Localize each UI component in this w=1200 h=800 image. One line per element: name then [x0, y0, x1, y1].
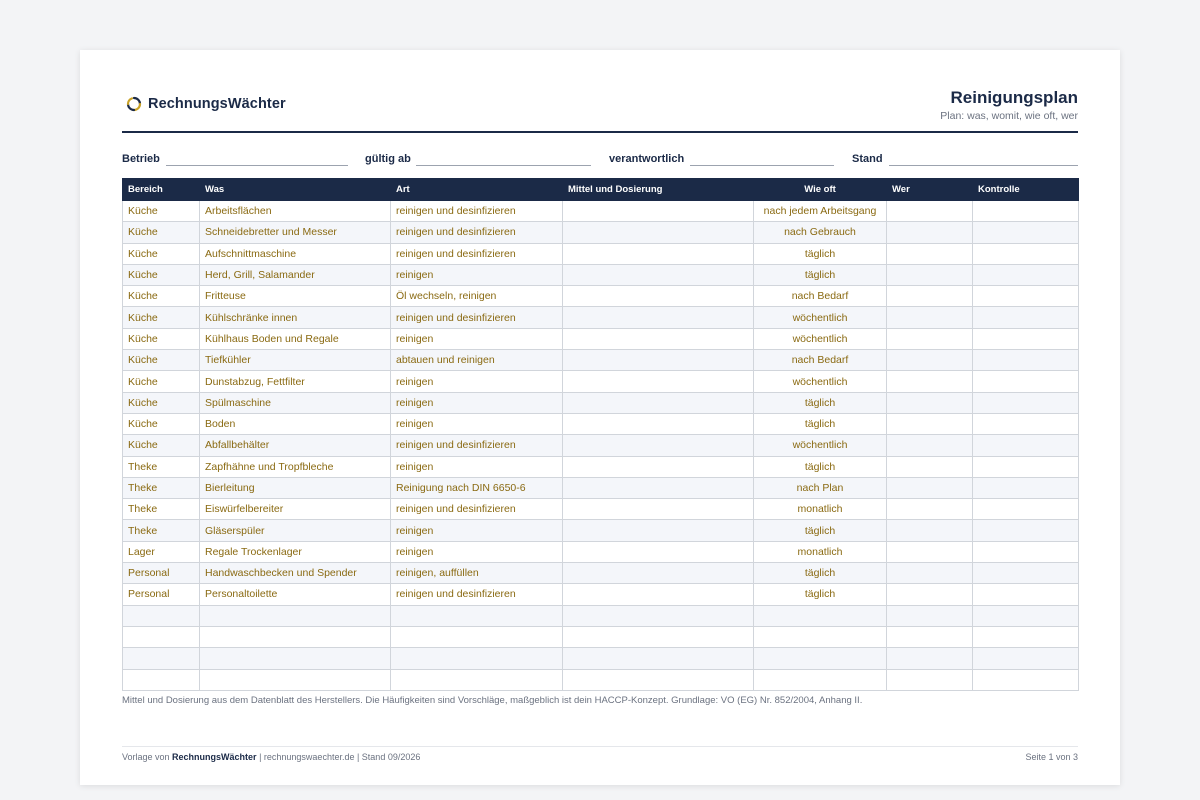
cell-mittel-dosierung[interactable]: [563, 243, 754, 264]
cell-wie-oft: nach Gebrauch: [754, 222, 887, 243]
brand: [126, 96, 286, 112]
cell-wer[interactable]: [887, 307, 973, 328]
table-row: [123, 584, 1079, 605]
document-page: [80, 50, 1120, 785]
cell-wer[interactable]: [887, 499, 973, 520]
page-title: Reinigungsplan: [950, 88, 1078, 107]
cell-bereich: Küche: [123, 307, 200, 328]
cell-bereich: Personal: [123, 563, 200, 584]
cell-bereich: Theke: [123, 456, 200, 477]
header-art: Art: [391, 179, 563, 201]
cell-wer[interactable]: [887, 648, 973, 669]
cell-art: reinigen: [391, 541, 563, 562]
cell-kontrolle[interactable]: [973, 584, 1079, 605]
cell-wie-oft: [754, 626, 887, 647]
cell-wie-oft: wöchentlich: [754, 371, 887, 392]
form-fields: [122, 152, 1078, 168]
gueltig-ab-field[interactable]: [416, 165, 591, 166]
cell-was: Arbeitsflächen: [200, 201, 391, 222]
page-subtitle: Plan: was, womit, wie oft, wer: [940, 110, 1078, 122]
cell-art: reinigen und desinfizieren: [391, 243, 563, 264]
header-wie-oft: Wie oft: [754, 179, 887, 201]
table-row: [123, 392, 1079, 413]
cell-art: abtauen und reinigen: [391, 350, 563, 371]
table-row: [123, 435, 1079, 456]
cell-mittel-dosierung[interactable]: [563, 584, 754, 605]
cell-bereich: Lager: [123, 541, 200, 562]
cell-bereich: Theke: [123, 499, 200, 520]
cell-wer[interactable]: [887, 350, 973, 371]
cell-art: reinigen und desinfizieren: [391, 201, 563, 222]
cell-art: reinigen und desinfizieren: [391, 584, 563, 605]
cell-was: [200, 605, 391, 626]
cell-art: reinigen und desinfizieren: [391, 307, 563, 328]
cell-mittel-dosierung[interactable]: [563, 201, 754, 222]
cell-wer[interactable]: [887, 626, 973, 647]
cell-bereich: [123, 648, 200, 669]
table-row: [123, 328, 1079, 349]
cell-bereich: Küche: [123, 264, 200, 285]
table-body: [123, 201, 1079, 691]
cell-mittel-dosierung[interactable]: [563, 669, 754, 690]
cell-mittel-dosierung[interactable]: [563, 499, 754, 520]
cell-kontrolle[interactable]: [973, 243, 1079, 264]
cell-was: Dunstabzug, Fettfilter: [200, 371, 391, 392]
cell-kontrolle[interactable]: [973, 350, 1079, 371]
cell-was: Herd, Grill, Salamander: [200, 264, 391, 285]
table-row: [123, 413, 1079, 434]
cell-was: Spülmaschine: [200, 392, 391, 413]
cell-mittel-dosierung[interactable]: [563, 307, 754, 328]
cell-wie-oft: monatlich: [754, 541, 887, 562]
cell-art: [391, 669, 563, 690]
cell-kontrolle[interactable]: [973, 392, 1079, 413]
cell-bereich: [123, 605, 200, 626]
cell-wie-oft: nach Bedarf: [754, 350, 887, 371]
cell-art: reinigen: [391, 392, 563, 413]
cell-wie-oft: täglich: [754, 563, 887, 584]
cell-kontrolle[interactable]: [973, 201, 1079, 222]
cell-was: Abfallbehälter: [200, 435, 391, 456]
cell-kontrolle[interactable]: [973, 413, 1079, 434]
footer-brand: RechnungsWächter: [172, 752, 257, 762]
cell-wie-oft: wöchentlich: [754, 307, 887, 328]
cell-wie-oft: täglich: [754, 264, 887, 285]
document-header: [940, 88, 1078, 123]
cell-was: Tiefkühler: [200, 350, 391, 371]
cell-wer[interactable]: [887, 435, 973, 456]
table-row: [123, 307, 1079, 328]
cell-wer[interactable]: [887, 605, 973, 626]
cell-wer[interactable]: [887, 264, 973, 285]
header-was: Was: [200, 179, 391, 201]
cell-mittel-dosierung[interactable]: [563, 435, 754, 456]
cell-kontrolle[interactable]: [973, 520, 1079, 541]
cell-art: reinigen: [391, 371, 563, 392]
header-kontrolle: Kontrolle: [973, 179, 1079, 201]
table-row: [123, 605, 1079, 626]
verantwortlich-label: verantwortlich: [609, 153, 685, 165]
cell-art: reinigen: [391, 520, 563, 541]
cell-wer[interactable]: [887, 477, 973, 498]
cell-wer[interactable]: [887, 201, 973, 222]
table-row: [123, 264, 1079, 285]
cell-wer[interactable]: [887, 563, 973, 584]
cell-wer[interactable]: [887, 286, 973, 307]
cell-wie-oft: nach Plan: [754, 477, 887, 498]
cell-kontrolle[interactable]: [973, 541, 1079, 562]
cell-wie-oft: wöchentlich: [754, 435, 887, 456]
cell-wie-oft: [754, 669, 887, 690]
brand-name: RechnungsWächter: [148, 96, 286, 112]
cell-wie-oft: täglich: [754, 413, 887, 434]
cell-bereich: Küche: [123, 243, 200, 264]
cell-bereich: Küche: [123, 328, 200, 349]
cell-wie-oft: täglich: [754, 520, 887, 541]
cell-mittel-dosierung[interactable]: [563, 264, 754, 285]
table-row: [123, 499, 1079, 520]
cell-bereich: Küche: [123, 392, 200, 413]
cell-wie-oft: nach Bedarf: [754, 286, 887, 307]
cell-wer[interactable]: [887, 541, 973, 562]
table-row: [123, 286, 1079, 307]
table-header-row: [123, 179, 1079, 201]
cell-bereich: Küche: [123, 371, 200, 392]
cell-kontrolle[interactable]: [973, 371, 1079, 392]
cell-bereich: Küche: [123, 222, 200, 243]
cell-mittel-dosierung[interactable]: [563, 541, 754, 562]
cell-was: Schneidebretter und Messer: [200, 222, 391, 243]
swirl-logo-icon: [126, 96, 142, 112]
cell-art: [391, 648, 563, 669]
cleaning-plan-table: [122, 178, 1079, 691]
cell-mittel-dosierung[interactable]: [563, 392, 754, 413]
cell-was: Aufschnittmaschine: [200, 243, 391, 264]
cell-mittel-dosierung[interactable]: [563, 222, 754, 243]
cell-art: reinigen und desinfizieren: [391, 499, 563, 520]
cell-wer[interactable]: [887, 584, 973, 605]
cell-mittel-dosierung[interactable]: [563, 626, 754, 647]
page-number: Seite 1 von 3: [1025, 752, 1078, 762]
table-row: [123, 563, 1079, 584]
cell-kontrolle[interactable]: [973, 626, 1079, 647]
stand-label: Stand: [852, 153, 883, 165]
cell-bereich: Küche: [123, 413, 200, 434]
cell-was: Kühlschränke innen: [200, 307, 391, 328]
table-row: [123, 350, 1079, 371]
verantwortlich-field[interactable]: [690, 165, 834, 166]
cell-art: reinigen und desinfizieren: [391, 222, 563, 243]
table-row: [123, 371, 1079, 392]
cell-bereich: Küche: [123, 350, 200, 371]
cell-was: Zapfhähne und Tropfbleche: [200, 456, 391, 477]
footer-suffix: | rechnungswaechter.de | Stand 09/2026: [256, 752, 421, 762]
cell-wer[interactable]: [887, 222, 973, 243]
cell-bereich: Küche: [123, 201, 200, 222]
cell-wer[interactable]: [887, 328, 973, 349]
cell-was: Bierleitung: [200, 477, 391, 498]
table-row: [123, 669, 1079, 690]
cell-mittel-dosierung[interactable]: [563, 328, 754, 349]
cell-kontrolle[interactable]: [973, 456, 1079, 477]
cell-kontrolle[interactable]: [973, 605, 1079, 626]
cell-art: [391, 605, 563, 626]
cell-mittel-dosierung[interactable]: [563, 563, 754, 584]
cell-art: Öl wechseln, reinigen: [391, 286, 563, 307]
cell-art: Reinigung nach DIN 6650-6: [391, 477, 563, 498]
cell-was: Kühlhaus Boden und Regale: [200, 328, 391, 349]
cell-wie-oft: täglich: [754, 456, 887, 477]
cell-wer[interactable]: [887, 669, 973, 690]
gueltig-ab-label: gültig ab: [365, 153, 411, 165]
footer-prefix: Vorlage von: [122, 752, 173, 762]
cell-wie-oft: wöchentlich: [754, 328, 887, 349]
cell-wie-oft: nach jedem Arbeitsgang: [754, 201, 887, 222]
footer-divider: [122, 746, 1078, 747]
cell-wie-oft: [754, 648, 887, 669]
betrieb-field[interactable]: [166, 165, 348, 166]
cell-art: reinigen: [391, 413, 563, 434]
cell-wer[interactable]: [887, 392, 973, 413]
cell-was: Handwaschbecken und Spender: [200, 563, 391, 584]
cell-bereich: Küche: [123, 435, 200, 456]
stand-field[interactable]: [889, 165, 1078, 166]
cell-was: Personaltoilette: [200, 584, 391, 605]
cell-was: [200, 626, 391, 647]
cell-wer[interactable]: [887, 371, 973, 392]
cell-wie-oft: [754, 605, 887, 626]
cell-wer[interactable]: [887, 413, 973, 434]
cell-mittel-dosierung[interactable]: [563, 520, 754, 541]
cell-kontrolle[interactable]: [973, 222, 1079, 243]
cell-kontrolle[interactable]: [973, 435, 1079, 456]
table-row: [123, 201, 1079, 222]
cell-bereich: Küche: [123, 286, 200, 307]
page-content: [122, 50, 1078, 785]
cell-was: Fritteuse: [200, 286, 391, 307]
cell-was: Regale Trockenlager: [200, 541, 391, 562]
cell-kontrolle[interactable]: [973, 328, 1079, 349]
cell-wie-oft: täglich: [754, 243, 887, 264]
cell-mittel-dosierung[interactable]: [563, 413, 754, 434]
cell-kontrolle[interactable]: [973, 648, 1079, 669]
header-divider: [122, 131, 1078, 133]
cell-mittel-dosierung[interactable]: [563, 477, 754, 498]
table-row: [123, 626, 1079, 647]
cell-was: Eiswürfelbereiter: [200, 499, 391, 520]
cell-kontrolle[interactable]: [973, 563, 1079, 584]
betrieb-label: Betrieb: [122, 153, 160, 165]
table-row: [123, 520, 1079, 541]
table-row: [123, 648, 1079, 669]
cell-was: Gläserspüler: [200, 520, 391, 541]
cell-bereich: Theke: [123, 477, 200, 498]
table-row: [123, 456, 1079, 477]
cell-kontrolle[interactable]: [973, 669, 1079, 690]
cell-mittel-dosierung[interactable]: [563, 350, 754, 371]
cell-bereich: [123, 669, 200, 690]
cell-wer[interactable]: [887, 243, 973, 264]
header-bereich: Bereich: [123, 179, 200, 201]
cell-bereich: [123, 626, 200, 647]
cell-wie-oft: täglich: [754, 392, 887, 413]
cell-wer[interactable]: [887, 520, 973, 541]
cell-bereich: Theke: [123, 520, 200, 541]
cell-mittel-dosierung[interactable]: [563, 456, 754, 477]
header-wer: Wer: [887, 179, 973, 201]
cell-art: reinigen: [391, 456, 563, 477]
footnote: Mittel und Dosierung aus dem Datenblatt des Herstellers. Die Häufigkeiten sind Vorschläge, maßgeblich ist dein HACCP-Konzept. Grundlage: VO (EG) Nr. 852/2004, Anhang II.: [122, 695, 863, 706]
cell-mittel-dosierung[interactable]: [563, 286, 754, 307]
cell-was: [200, 669, 391, 690]
cell-art: reinigen und desinfizieren: [391, 435, 563, 456]
cell-art: [391, 626, 563, 647]
cell-kontrolle[interactable]: [973, 307, 1079, 328]
header-mittel-dosierung: Mittel und Dosierung: [563, 179, 754, 201]
table-row: [123, 243, 1079, 264]
cell-was: Boden: [200, 413, 391, 434]
cell-wie-oft: monatlich: [754, 499, 887, 520]
cell-kontrolle[interactable]: [973, 499, 1079, 520]
cell-art: reinigen: [391, 328, 563, 349]
cell-mittel-dosierung[interactable]: [563, 648, 754, 669]
cell-mittel-dosierung[interactable]: [563, 605, 754, 626]
cell-bereich: Personal: [123, 584, 200, 605]
cell-art: reinigen: [391, 264, 563, 285]
table-row: [123, 477, 1079, 498]
cell-wer[interactable]: [887, 456, 973, 477]
footer-credit: [122, 752, 420, 762]
cell-mittel-dosierung[interactable]: [563, 371, 754, 392]
cell-kontrolle[interactable]: [973, 264, 1079, 285]
cell-wie-oft: täglich: [754, 584, 887, 605]
table-row: [123, 222, 1079, 243]
cell-art: reinigen, auffüllen: [391, 563, 563, 584]
cell-was: [200, 648, 391, 669]
table-row: [123, 541, 1079, 562]
cell-kontrolle[interactable]: [973, 477, 1079, 498]
cell-kontrolle[interactable]: [973, 286, 1079, 307]
